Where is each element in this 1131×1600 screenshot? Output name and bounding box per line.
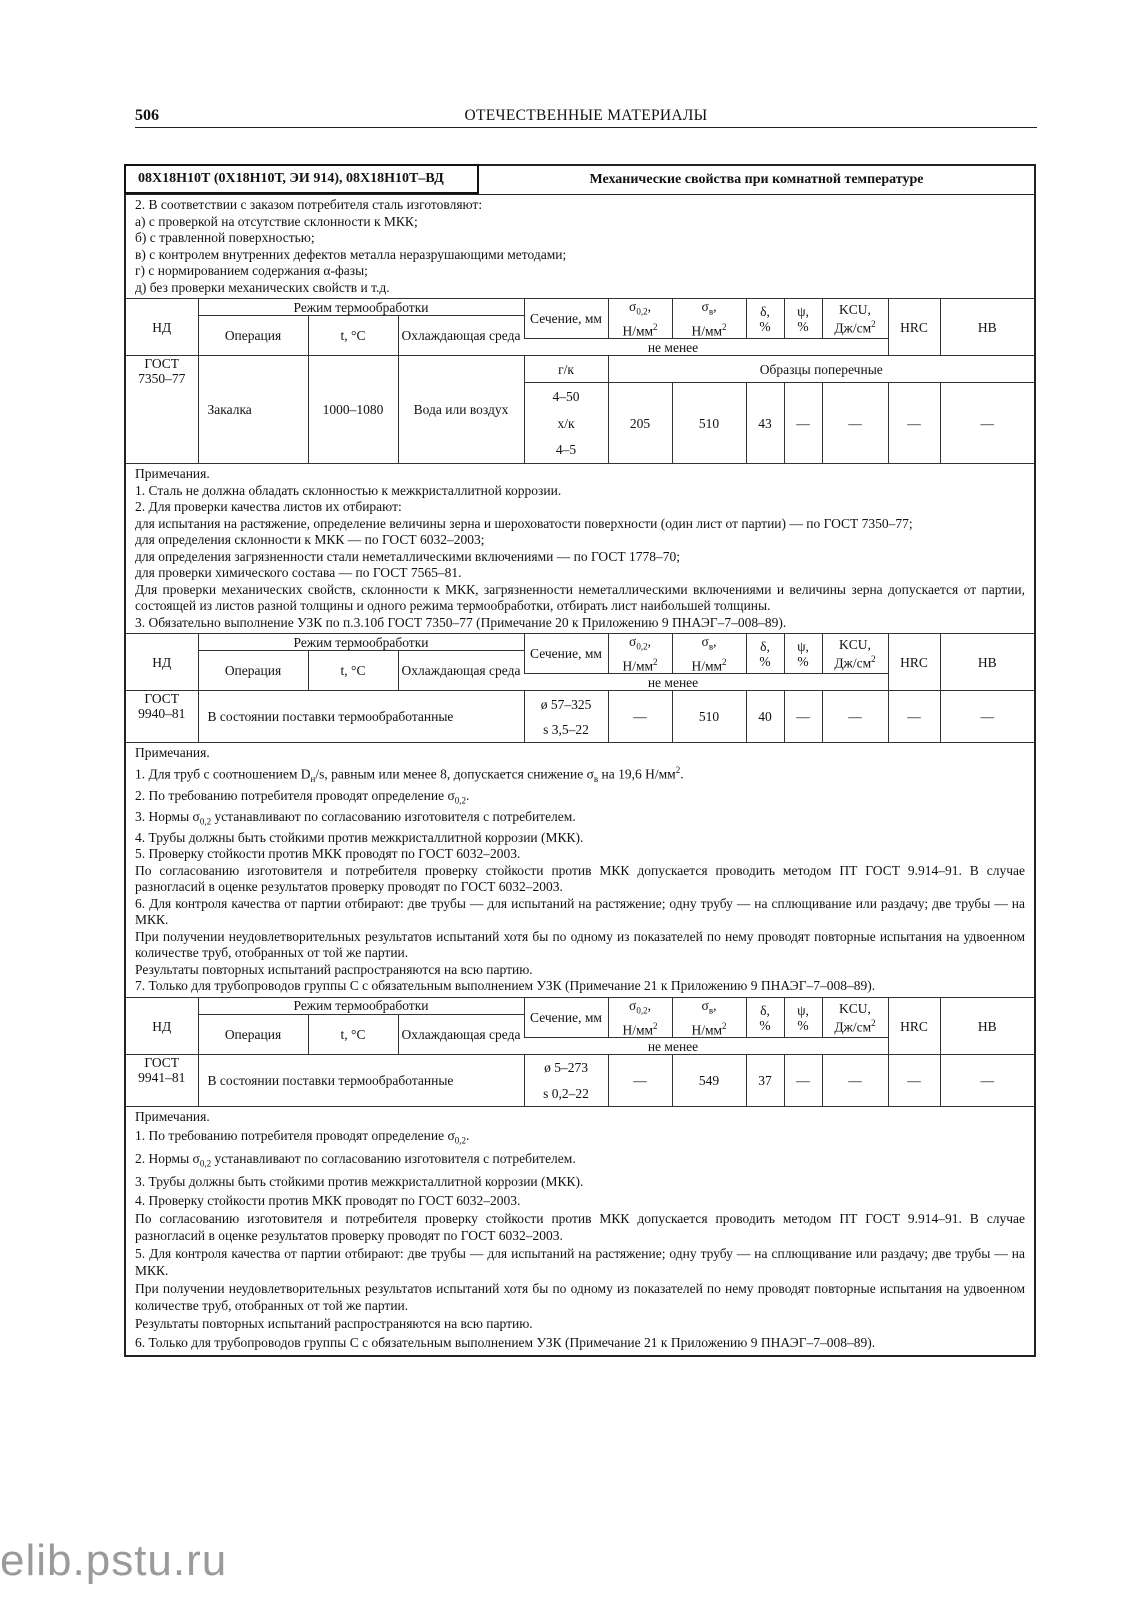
intro-line: а) с проверкой на отсутствие склонности к МКК; — [135, 213, 418, 229]
th-delta: δ, % — [746, 299, 784, 339]
cell-section: г/к — [524, 356, 608, 383]
cell-nd: ГОСТ 9941–81 — [126, 1055, 198, 1107]
th-hrc: HRC — [888, 299, 940, 356]
th-medium: Охлаждающая среда — [398, 1014, 524, 1054]
cell-operation: Закалка — [198, 356, 308, 464]
th-section: Сечение, мм — [524, 634, 608, 674]
cell-nd: ГОСТ 7350–77 — [126, 356, 198, 464]
properties-table-pipes-9940 — [126, 633, 1034, 743]
cell-temp: 1000–1080 — [308, 356, 398, 464]
cell-value: — — [784, 383, 822, 464]
cell-value: — — [822, 383, 888, 464]
th-medium: Охлаждающая среда — [398, 651, 524, 691]
note-line: 7. Только для трубопроводов группы С с обязательным выполнением УЗК (Примечание 21 к Приложению 9 ПНАЭГ–7–008–89). — [135, 978, 876, 994]
note-line: 4. Трубы должны быть стойкими против межкристаллитной коррозии (МКК). — [135, 829, 584, 845]
cell-value: — — [822, 691, 888, 743]
cell-value: — — [888, 383, 940, 464]
cell-value: 549 — [672, 1055, 746, 1107]
steel-grade-title: 08Х18Н10Т (0Х18Н10Т, ЭИ 914), 08Х18Н10Т–ВД — [124, 164, 479, 194]
cell-nd: ГОСТ 9940–81 — [126, 691, 198, 743]
note-line: Для проверки механических свойств, склонности к МКК, загрязненности неметаллическими включениями и величины зерна допускается от партии, состоящей из листов разной толщины и одного режима термообработки, отбирать лист наибольшей толщины. — [135, 581, 1025, 614]
th-nd: НД — [126, 634, 198, 691]
cell-value: — — [888, 691, 940, 743]
th-sigma02: $\sigma_{0,2}$, $Н/мм^2$ — [608, 634, 672, 674]
th-temp: t, °С — [308, 651, 398, 691]
cell-medium: Вода или воздух — [398, 356, 524, 464]
note-line: 3. Нормы $\sigma_{0,2}$ устанавливают по согласованию изготовителя с потребителем. — [135, 808, 576, 827]
note-line: 5. Для контроля качества от партии отбирают: две трубы — для испытаний на растяжение; одну трубу — на сплющивание или раздачу; две трубы — на МКК. — [135, 1246, 1025, 1278]
note-line: При получении неудовлетворительных результатов испытаний хотя бы по одному из показателей по нему проводят повторные испытания на удвоенном количестве труб, отобранных от той же партии. — [135, 1281, 1025, 1313]
th-min: не менее — [524, 674, 822, 691]
note-line: Примечания. — [135, 466, 210, 482]
th-temp: t, °С — [308, 1014, 398, 1054]
cell-value: — — [940, 383, 1034, 464]
note-line: 1. Сталь не должна обладать склонностью к межкристаллитной коррозии. — [135, 482, 562, 498]
note-line: Результаты повторных испытаний распространяются на всю партию. — [135, 961, 533, 977]
cell-value: 43 — [746, 383, 784, 464]
intro-line: в) с контролем внутренних дефектов металла неразрушающими методами; — [135, 246, 567, 262]
cell-value: 205 — [608, 383, 672, 464]
note-line: для определения склонности к МКК — по ГОСТ 6032–2003; — [135, 532, 485, 548]
section-title: Механические свойства при комнатной температуре — [589, 172, 924, 187]
cell-value: — — [940, 691, 1034, 743]
th-min: не менее — [524, 339, 822, 356]
card-title-row — [126, 166, 1034, 195]
cell-value: — — [784, 1055, 822, 1107]
material-card — [124, 164, 1036, 1357]
note-line: для определения загрязненности стали неметаллическими включениями — по ГОСТ 1778–70; — [135, 548, 680, 564]
cell-section: s 0,2–22 — [524, 1081, 608, 1107]
note-line: 1. Для труб с соотношением $D_н/s$, равным или менее 8, допускается снижение $\sigma_в$ на 19,6 $Н/мм^2$. — [135, 764, 684, 785]
th-section: Сечение, мм — [524, 997, 608, 1037]
note-title: Примечания. — [135, 745, 210, 761]
th-operation: Операция — [198, 1014, 308, 1054]
cell-mode: В состоянии поставки термообработанные — [198, 1055, 524, 1107]
th-mode: Режим термообработки — [198, 299, 524, 316]
properties-table-sheet — [126, 298, 1034, 464]
th-kcu: KCU, $Дж/см^2$ — [822, 997, 888, 1037]
th-psi: ψ, % — [784, 634, 822, 674]
cell-mode: В состоянии поставки термообработанные — [198, 691, 524, 743]
properties-table-pipes-9941 — [126, 997, 1034, 1107]
running-title: ОТЕЧЕСТВЕННЫЕ МАТЕРИАЛЫ — [464, 107, 708, 124]
cell-section: 4–50 — [524, 383, 608, 410]
cell-value: — — [784, 691, 822, 743]
th-section: Сечение, мм — [524, 299, 608, 339]
notes-pipes-9941 — [126, 1107, 1034, 1355]
th-operation: Операция — [198, 651, 308, 691]
cell-value: — — [822, 1055, 888, 1107]
cell-value: — — [608, 691, 672, 743]
cell-section: х/к — [557, 415, 575, 431]
cell-value: — — [608, 1055, 672, 1107]
cell-section: 4–5 — [524, 437, 608, 464]
notes-pipes-9940 — [126, 743, 1034, 997]
notes-sheet — [126, 464, 1034, 633]
cell-value: 40 — [746, 691, 784, 743]
cell-value: — — [888, 1055, 940, 1107]
intro-line: 2. В соответствии с заказом потребителя сталь изготовляют: — [135, 197, 483, 212]
intro-line: г) с нормированием содержания α-фазы; — [135, 263, 368, 278]
cell-section: s 3,5–22 — [524, 717, 608, 743]
note-line: По согласованию изготовителя и потребителя проверку стойкости против МКК допускается проводить методом ПТ ГОСТ 9.914–91. В случае разногласий в оценке результатов проверку проводят по ГОСТ 6032–2003. — [135, 1211, 1025, 1243]
th-hrc: HRC — [888, 634, 940, 691]
note-line: 2. Нормы $\sigma_{0,2}$ устанавливают по согласованию изготовителя с потребителем. — [135, 1150, 576, 1169]
cell-value: 510 — [672, 383, 746, 464]
page-number: 506 — [135, 107, 159, 124]
note-line: 3. Трубы должны быть стойкими против межкристаллитной коррозии (МКК). — [135, 1174, 584, 1189]
note-line: для проверки химического состава — по ГОСТ 7565–81. — [135, 565, 462, 581]
th-kcu: KCU, $Дж/см^2$ — [822, 299, 888, 339]
th-hb: HB — [940, 634, 1034, 691]
th-hrc: HRC — [888, 997, 940, 1054]
note-line: 2. Для проверки качества листов их отбирают: — [135, 499, 402, 515]
th-mode: Режим термообработки — [198, 634, 524, 651]
note-line: 2. По требованию потребителя проводят определение $\sigma_{0,2}$. — [135, 787, 470, 806]
th-nd: НД — [126, 299, 198, 356]
note-line: 1. По требованию потребителя проводят определение $\sigma_{0,2}$. — [135, 1127, 470, 1146]
th-sigma02: $\sigma_{0,2}$, $Н/мм^2$ — [608, 299, 672, 339]
note-line: 4. Проверку стойкости против МКК проводят по ГОСТ 6032–2003. — [135, 1192, 521, 1208]
th-delta: δ, % — [746, 634, 784, 674]
note-line: 6. Для контроля качества от партии отбирают: две трубы — для испытаний на растяжение; одну трубу — на сплющивание или раздачу; две трубы — на МКК. — [135, 895, 1025, 928]
intro-line: д) без проверки механических свойств и т.д. — [135, 279, 390, 295]
th-psi: ψ, % — [784, 299, 822, 339]
th-mode: Режим термообработки — [198, 997, 524, 1014]
note-line: 5. Проверку стойкости против МКК проводят по ГОСТ 6032–2003. — [135, 846, 521, 862]
note-line: При получении неудовлетворительных результатов испытаний хотя бы по одному из показателей по нему проводят повторные испытания на удвоенном количестве труб, отобранных от той же партии. — [135, 928, 1025, 961]
cell-samples: Образцы поперечные — [608, 356, 1034, 383]
th-operation: Операция — [198, 316, 308, 356]
cell-value: — — [940, 1055, 1034, 1107]
cell-value: 510 — [672, 691, 746, 743]
th-hb: HB — [940, 299, 1034, 356]
th-sigmab: $\sigma_в$, $Н/мм^2$ — [672, 299, 746, 339]
note-line: 3. Обязательно выполнение УЗК по п.3.10б ГОСТ 7350–77 (Примечание 20 к Приложению 9 ПНАЭГ–7–008–89). — [135, 614, 787, 630]
th-medium: Охлаждающая среда — [398, 316, 524, 356]
th-hb: HB — [940, 997, 1034, 1054]
th-kcu: KCU, $Дж/см^2$ — [822, 634, 888, 674]
note-line: для испытания на растяжение, определение величины зерна и шероховатости поверхности (один лист от партии) — по ГОСТ 7350–77; — [135, 515, 913, 531]
note-line: 6. Только для трубопроводов группы С с обязательным выполнением УЗК (Примечание 21 к Приложению 9 ПНАЭГ–7–008–89). — [135, 1334, 876, 1350]
note-line: По согласованию изготовителя и потребителя проверку стойкости против МКК допускается проводить методом ПТ ГОСТ 9.914–91. В случае разногласий в оценке результатов проверку проводят по ГОСТ 6032–2003. — [135, 862, 1025, 895]
th-sigmab: $\sigma_в$, $Н/мм^2$ — [672, 997, 746, 1037]
th-sigma02: $\sigma_{0,2}$, $Н/мм^2$ — [608, 997, 672, 1037]
th-min: не менее — [524, 1038, 822, 1055]
note-title: Примечания. — [135, 1109, 210, 1125]
cell-section: ø 5–273 — [524, 1055, 608, 1081]
th-psi: ψ, % — [784, 997, 822, 1037]
cell-section: ø 57–325 — [524, 691, 608, 717]
cell-value: 37 — [746, 1055, 784, 1107]
intro-text — [126, 195, 1034, 298]
th-nd: НД — [126, 997, 198, 1054]
th-sigmab: $\sigma_в$, $Н/мм^2$ — [672, 634, 746, 674]
th-delta: δ, % — [746, 997, 784, 1037]
page-header — [135, 105, 1037, 128]
watermark: elib.pstu.ru — [0, 1536, 228, 1585]
intro-line: б) с травленной поверхностью; — [135, 230, 315, 245]
th-temp: t, °С — [308, 316, 398, 356]
note-line: Результаты повторных испытаний распространяются на всю партию. — [135, 1316, 533, 1331]
